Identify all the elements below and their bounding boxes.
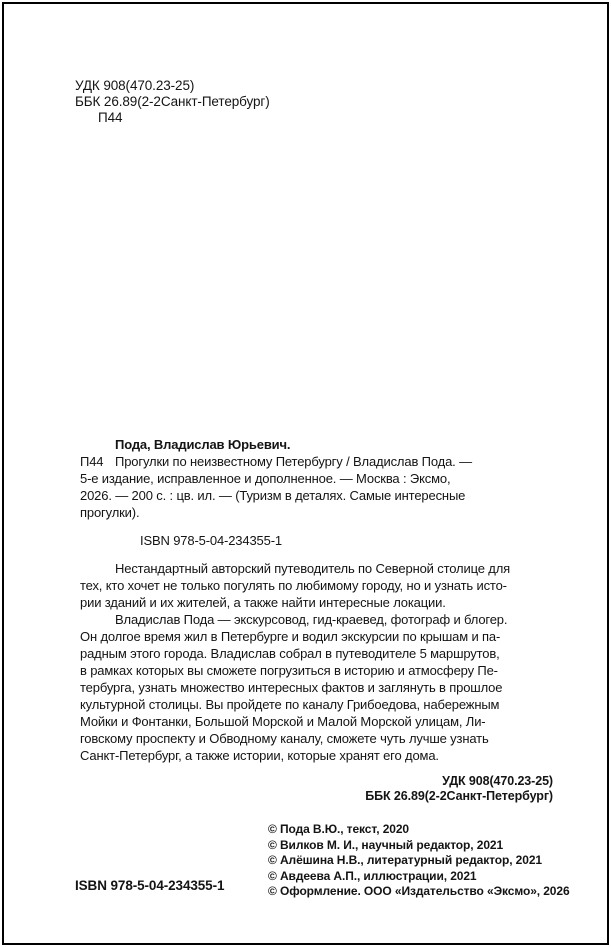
annotation-line: Владислав Пода — экскурсовод, гид-краевед, фотограф и блогер. [115,612,508,627]
copyright-line: © Пода В.Ю., текст, 2020 [268,822,409,836]
top-bbk-code: ББК 26.89(2-2Санкт-Петербург) [75,94,270,109]
annotation-line: Нестандартный авторский путеводитель по Северной столице для [115,561,511,576]
annotation-line: тех, кто хочет не только погулять по любимому городу, но и узнать исто- [80,578,507,593]
annotation-line: тербурга, узнать множество интересных фактов и заглянуть в прошлое [80,680,503,695]
catalog-description-line: 2026. — 200 с. : цв. ил. — (Туризм в деталях. Самые интересные [80,488,466,503]
annotation-line: рии зданий и их жителей, а также найти интересные локации. [80,595,446,610]
catalog-description-line [80,453,553,470]
catalog-description-line: прогулки). [80,505,140,520]
annotation-line: в рамках которых вы сможете погрузиться в историю и атмосферу Пе- [80,663,498,678]
isbn-bottom: ISBN 978-5-04-234355-1 [75,878,225,893]
annotation-paragraph-2 [80,611,553,764]
annotation-paragraph-1 [80,560,553,611]
copyright-line: © Оформление. ООО «Издательство «Эксмо», 2026 [268,884,570,899]
annotation-line: Санкт-Петербург, а также истории, которые хранят его дома. [80,748,439,763]
annotation-line: культурной столицы. Вы пройдете по каналу Грибоедова, набережным [80,697,500,712]
annotation-line: Мойки и Фонтанки, Большой Морской и Малой Морской улицам, Ли- [80,714,486,729]
annotation-line: Он долгое время жил в Петербурге и водил экскурсии по крышам и па- [80,629,501,644]
copyright-block [268,822,570,900]
right-udk-code: УДК 908(470.23-25) [442,774,553,788]
annotation-line: говскому проспекту и Обводному каналу, сможете чуть лучше узнать [80,731,489,746]
copyright-line: © Вилков М. И., научный редактор, 2021 [268,837,504,852]
copyright-line: © Алёшина Н.В., литературный редактор, 2021 [268,853,542,868]
annotation-line: радным этого города. Владислав собрал в путеводителе 5 маршрутов, [80,646,500,661]
catalog-card-block [80,436,553,804]
catalog-description-line: 5-е издание, исправленное и дополненное. — Москва : Эксмо, [80,471,451,486]
catalog-description-text: Прогулки по неизвестному Петербургу / Владислав Пода. — [115,454,472,469]
top-imprint-block [75,78,270,126]
catalog-isbn: ISBN 978-5-04-234355-1 [140,533,282,548]
copyright-line: © Авдеева А.П., иллюстрации, 2021 [268,868,477,883]
catalog-margin-code: П44 [80,454,104,469]
catalog-author-heading: Пода, Владислав Юрьевич. [115,437,291,452]
right-codes-block [80,774,553,804]
top-udk-code: УДК 908(470.23-25) [75,78,195,93]
right-bbk-code: ББК 26.89(2-2Санкт-Петербург) [365,789,553,803]
top-author-sign: П44 [98,110,123,125]
